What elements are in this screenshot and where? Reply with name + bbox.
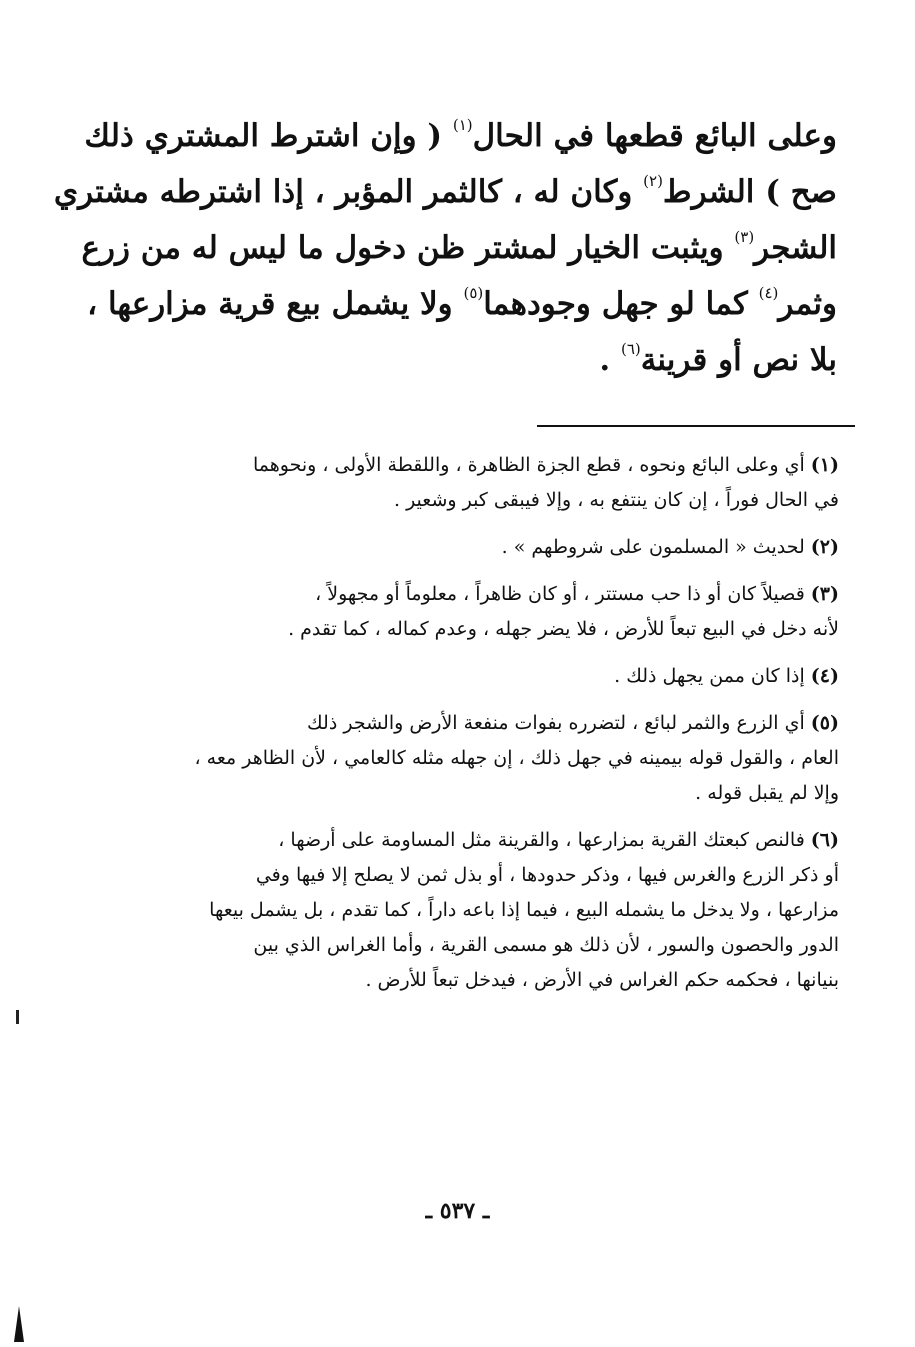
footnote-number: (٢) (810, 536, 839, 558)
text-segment: كما لو جهل وجودهما (483, 286, 759, 322)
footnotes-section (79, 448, 839, 1010)
text-segment: الشجر (754, 230, 837, 266)
footnote-ref: (٤) (758, 284, 779, 302)
scan-edge-mark (16, 1010, 19, 1024)
text-segment: ويثبت الخيار لمشتر ظن دخول ما ليس له من زرع (81, 230, 735, 266)
footnote-line (79, 823, 839, 858)
footnote-number: (٤) (810, 665, 839, 687)
footnote-ref: (١) (452, 116, 473, 134)
footnote-ref: (٢) (643, 172, 663, 190)
footnote-line (79, 706, 839, 741)
footnote-line: العام ، والقول قوله بيمينه في جهل ذلك ، إن جهله مثله كالعامي ، لأن الظاهر معه ، (194, 747, 839, 769)
footnote-number: (٥) (810, 712, 839, 734)
text-segment: وكان له ، كالثمر المؤبر ، إذا اشترطه مشتري (53, 174, 644, 210)
text-segment: بلا نص أو قرينة (640, 342, 837, 378)
text-segment: ولا يشمل بيع قرية مزارعها ، (87, 286, 464, 322)
footnote-text: أي الزرع والثمر لبائع ، لتضرره بفوات منفعة الأرض والشجر ذلك (307, 712, 805, 734)
footnote-line (79, 577, 839, 612)
footnote-line (79, 659, 839, 694)
footnote-2 (79, 530, 839, 565)
footnote-line: في الحال فوراً ، إن كان ينتفع به ، وإلا فيبقى كبر وشعير . (393, 489, 839, 511)
footnote-3 (79, 577, 839, 647)
footnote-separator (537, 425, 855, 427)
footnote-line: وإلا لم يقبل قوله . (695, 782, 839, 804)
text-segment: . (599, 342, 621, 378)
main-line (87, 276, 837, 332)
footnote-line (79, 530, 839, 565)
footnote-number: (٦) (810, 829, 839, 851)
text-segment: وعلى البائع قطعها في الحال (472, 118, 837, 154)
footnote-text: لحديث « المسلمون على شروطهم » . (501, 536, 805, 558)
scan-corner-mark (14, 1306, 24, 1342)
footnote-number: (٣) (810, 583, 839, 605)
footnote-ref: (٥) (463, 284, 484, 302)
footnote-4 (79, 659, 839, 694)
footnote-line: أو ذكر الزرع والغرس فيها ، وذكر حدودها ، أو بذل ثمن لا يصلح إلا فيها وفي (255, 864, 839, 886)
text-segment: ( وإن اشترط المشتري ذلك (84, 118, 453, 154)
footnote-line: الدور والحصون والسور ، لأن ذلك هو مسمى القرية ، وأما الغراس الذي بين (253, 934, 839, 956)
main-line (81, 220, 837, 276)
text-segment: وثمر (778, 286, 837, 322)
footnote-ref: (٦) (621, 340, 641, 358)
footnote-6 (79, 823, 839, 998)
text-segment: صح ) الشرط (662, 174, 837, 210)
footnote-ref: (٣) (734, 228, 755, 246)
footnote-line (79, 448, 839, 483)
footnote-text: قصيلاً كان أو ذا حب مستتر ، أو كان ظاهراً ، معلوماً أو مجهولاً ، (315, 583, 805, 605)
footnote-5 (79, 706, 839, 811)
main-line (125, 332, 837, 388)
footnote-line: مزارعها ، ولا يدخل ما يشمله البيع ، فيما إذا باعه داراً ، كما تقدم ، بل يشمل بيعها (209, 899, 839, 921)
footnote-text: فالنص كبعتك القرية بمزارعها ، والقرينة مثل المساومة على أرضها ، (278, 829, 805, 851)
footnote-line: لأنه دخل في البيع تبعاً للأرض ، فلا يضر جهله ، وعدم كماله ، كما تقدم . (288, 618, 839, 640)
footnote-line: بنيانها ، فحكمه حكم الغراس في الأرض ، فيدخل تبعاً للأرض . (365, 969, 839, 991)
footnote-text: أي وعلى البائع ونحوه ، قطع الجزة الظاهرة ، واللقطة الأولى ، ونحوهما (253, 454, 805, 476)
main-line (53, 164, 837, 220)
footnote-number: (١) (810, 454, 839, 476)
footnote-text: إذا كان ممن يجهل ذلك . (614, 665, 805, 687)
footnote-1 (79, 448, 839, 518)
main-text-block (53, 108, 837, 388)
main-line (84, 108, 837, 164)
page-number: ـ ٥٣٧ ـ (425, 1198, 490, 1224)
